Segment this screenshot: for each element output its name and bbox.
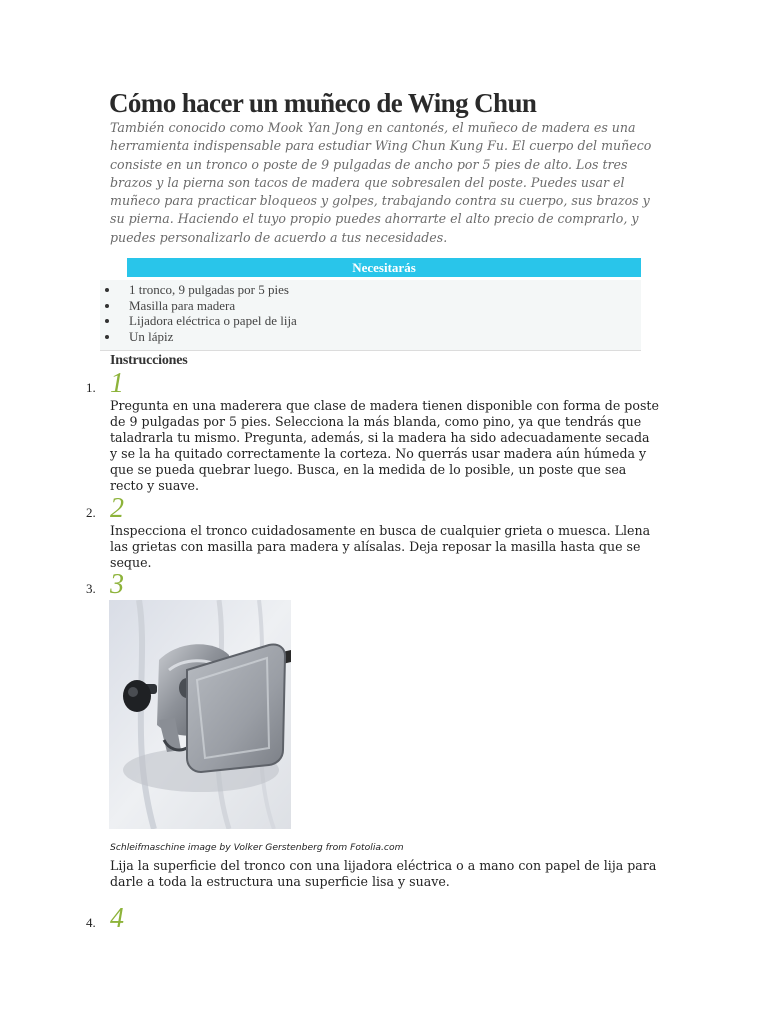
needs-item-label: 1 tronco, 9 pulgadas por 5 pies <box>129 282 289 297</box>
needs-item <box>100 313 297 329</box>
needs-item-label: Lijadora eléctrica o papel de lija <box>129 313 297 328</box>
bullet-icon <box>105 304 109 308</box>
step-list-number: 2. <box>86 505 96 520</box>
sander-illustration <box>109 600 291 829</box>
step-text: Pregunta en una maderera que clase de madera tienen disponible con forma de poste de 9 pulgadas por 5 pies. Selecciona la más blanda, como pino, ya que tendrás que taladrarla tu mismo. Pregunta, además, si la madera ha sido adecuadamente secada y se la ha quitado correctamente la corteza. No querrás usar madera aún húmeda y que se pueda quebrar luego. Busca, en la medida de lo posible, un poste que sea recto y suave. <box>110 398 659 493</box>
bullet-icon <box>105 288 109 292</box>
step-text: Lija la superficie del tronco con una lijadora eléctrica o a mano con papel de lija para darle a toda la estructura una superficie lisa y suave. <box>110 858 657 889</box>
sander-photo <box>109 600 291 829</box>
step-big-number: 2 <box>110 493 124 524</box>
step-list-number: 4. <box>86 915 96 930</box>
step-list-number: 1. <box>86 380 96 395</box>
needs-box <box>100 280 641 351</box>
bullet-icon <box>105 335 109 339</box>
bullet-icon <box>105 319 109 323</box>
instructions-heading: Instrucciones <box>110 353 188 368</box>
needs-item-label: Masilla para madera <box>129 297 236 313</box>
step-big-number: 1 <box>110 368 124 399</box>
step-list-number: 3. <box>86 581 96 596</box>
needs-item <box>100 298 297 314</box>
needs-item <box>100 329 297 345</box>
needs-list <box>100 282 297 344</box>
article-intro: También conocido como Mook Yan Jong en cantonés, el muñeco de madera es una herramienta indispensable para estudiar Wing Chun Kung Fu. El cuerpo del muñeco consiste en un tronco o poste de 9 pulgadas de ancho por 5 pies de alto. Los tres brazos y la pierna son tacos de madera que sobresalen del poste. Puedes usar el muñeco para practicar bloqueos y golpes, trabajando contra su cuerpo, sus brazos y su pierna. Haciendo el tuyo propio puedes ahorrarte el alto precio de comprarlo, y puedes personalizarlo de acuerdo a tus necesidades. <box>110 120 652 245</box>
photo-caption: Schleifmaschine image by Volker Gerstenberg from Fotolia.com <box>110 842 404 853</box>
needs-item-label: Un lápiz <box>129 328 174 344</box>
needs-item <box>100 282 297 298</box>
step-big-number: 3 <box>110 569 124 600</box>
step-text: Inspecciona el tronco cuidadosamente en busca de cualquier grieta o muesca. Llena las grietas con masilla para madera y alísalas. Deja reposar la masilla hasta que se seque. <box>110 523 651 570</box>
needs-header: Necesitarás <box>127 258 641 277</box>
article-title: Cómo hacer un muñeco de Wing Chun <box>109 88 537 118</box>
step-big-number: 4 <box>110 903 124 934</box>
